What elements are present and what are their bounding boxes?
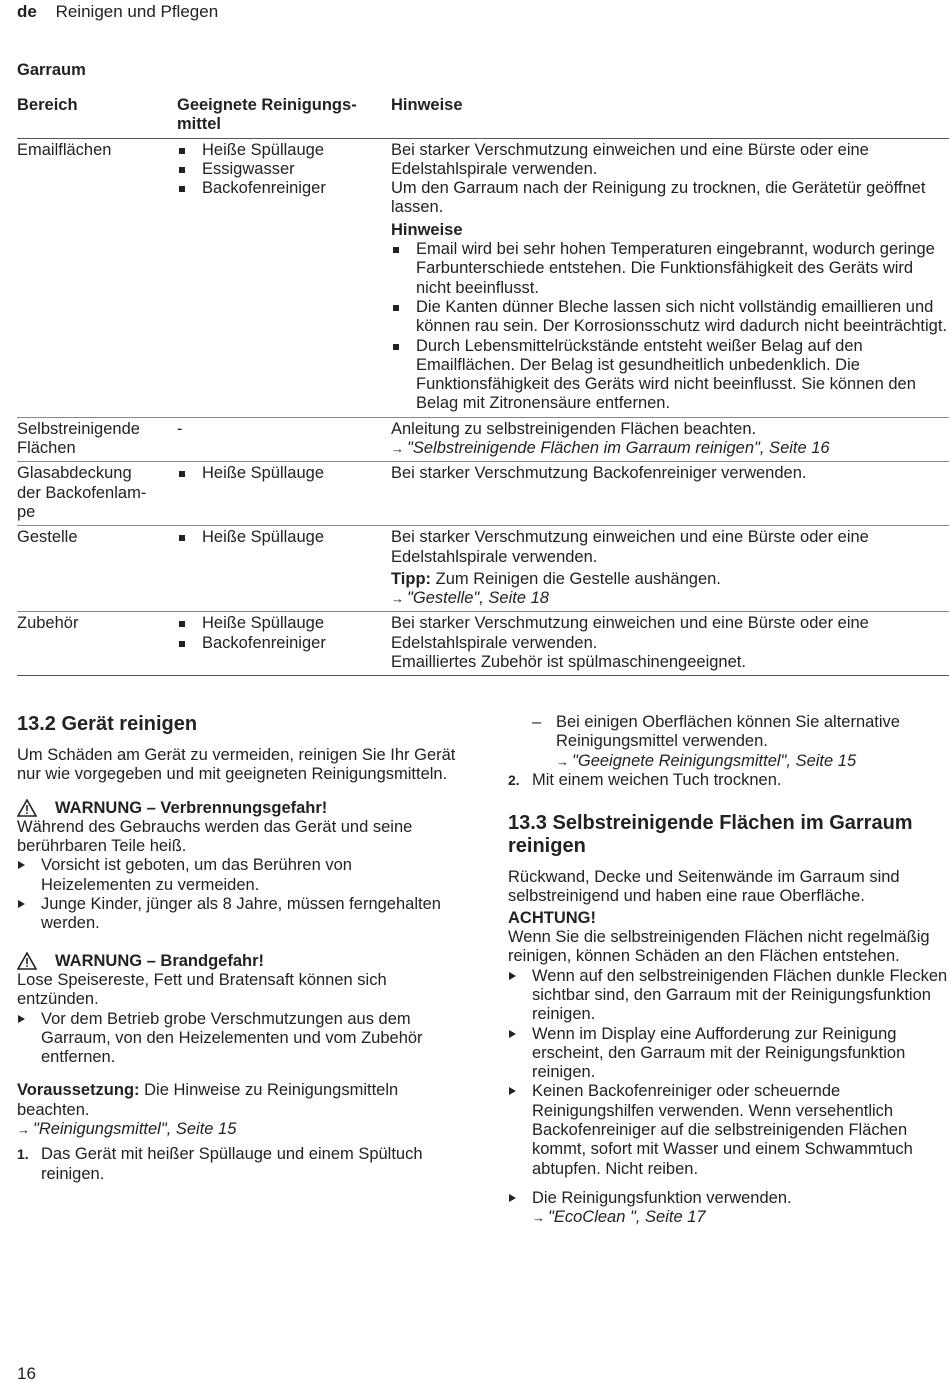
agent-item: Backofenreiniger [177,179,391,198]
agent-item: Essigwasser [177,160,391,179]
warning-action-item: Junge Kinder, jünger als 8 Jahre, müssen ferngehalten werden. [17,895,457,934]
link-text: "Geeignete Reinigungsmittel", Seite 15 [572,751,857,770]
link-text: "Selbstreinigende Flächen im Garraum reinigen", Seite 16 [407,439,830,458]
cross-reference-link[interactable] [17,1120,457,1139]
notes-cell [391,612,949,676]
cross-reference-link[interactable] [391,439,949,458]
step-number: 1. [17,1146,29,1163]
instruction-item: Wenn im Display eine Aufforderung zur Reinigung erscheint, den Garraum mit der Reinigungsfunktion reinigen. [508,1025,948,1083]
warning-action-item: Vorsicht ist geboten, um das Berühren von Heizelementen zu vermeiden. [17,856,457,895]
warning-text: Während des Gebrauchs werden das Gerät und seine berührbaren Teile heiß. [17,817,413,856]
sub-step-text: Bei einigen Oberflächen können Sie alternative Reinigungsmittel verwenden. [556,713,900,751]
area-cell: Glasabdeckung der Backofenlam- pe [17,462,177,526]
area-cell: Emailflächen [17,138,177,417]
arrow-right-icon: → [391,441,404,457]
attention-label: ACHTUNG! [508,908,596,927]
note-text: Emailliertes Zubehör ist spülmaschinengeeignet. [391,653,746,672]
prerequisite-label: Voraussetzung: [17,1081,140,1100]
tip [391,570,949,589]
table-row [17,462,949,526]
section-heading-13-3: 13.3 Selbstreinigende Flächen im Garraum reinigen [508,812,913,858]
agent-item: Heiße Spüllauge [177,614,391,633]
agent-item: Heiße Spüllauge [177,464,391,483]
warning-text: Lose Speisereste, Fett und Bratensaft können sich entzünden. [17,970,387,1009]
instruction-item: Keinen Backofenreiniger oder scheuernde Reinigungshilfen verwenden. Wenn versehentlich Backofenreiniger auf die selbstreinigenden Flächen kommt, sofort mit Wasser und einem Schwammtuch abtupfen. Nicht reiben. [508,1082,948,1178]
step-text: Mit einem weichen Tuch trocknen. [532,770,782,789]
right-column [508,713,948,1228]
instruction-item: Die Reinigungsfunktion verwenden. [508,1189,948,1208]
step-number: 2. [508,771,520,788]
tip-label: Tipp: [391,569,432,588]
hint-title: Hinweise [391,220,463,239]
warning-title: WARNUNG – Brandgefahr! [55,951,265,970]
warning-triangle-icon [17,952,37,970]
section-intro: Rückwand, Decke und Seitenwände im Garraum sind selbstreinigend und haben eine raue Oberfläche. [508,868,900,906]
cross-reference-link[interactable] [508,752,948,771]
table-header-row [17,94,949,138]
table-row [17,138,949,417]
link-text: "EcoClean ", Seite 17 [548,1208,706,1227]
agent-item: Heiße Spüllauge [177,141,391,160]
dash-marker: – [532,713,542,731]
area-cell: Gestelle [17,526,177,612]
note-text: Bei starker Verschmutzung Backofenreiniger verwenden. [391,464,807,483]
table-title: Garraum [17,61,86,79]
column-header-agents: Geeignete Reinigungs- mittel [177,94,391,138]
note-text: Bei starker Verschmutzung einweichen und eine Bürste oder eine Edelstahlspirale verwenden. [391,140,869,178]
language-code: de [17,2,37,21]
instruction-item: Wenn auf den selbstreinigenden Flächen dunkle Flecken sichtbar sind, den Garraum mit der Reinigungsfunktion reinigen. [508,967,948,1025]
agents-cell [177,612,391,676]
note-text: Bei starker Verschmutzung einweichen und eine Bürste oder eine Edelstahlspirale verwenden. [391,614,869,652]
arrow-right-icon: → [17,1122,30,1138]
warning-action-item: Vor dem Betrieb grobe Verschmutzungen aus dem Garraum, von den Heizelementen und vom Zubehör entfernen. [17,1010,457,1068]
step-item [508,771,948,790]
arrow-right-icon: → [532,1210,545,1226]
table-row [17,417,949,462]
agent-item: Heiße Spüllauge [177,528,391,547]
hint-item: Durch Lebensmittelrückstände entsteht weißer Belag auf den Emailflächen. Der Belag ist gesundheitlich unbedenklich. Die Funktionsfähigkeit des Geräts wird nicht beeinflusst. Sie können den Belag mit Zitronensäure entfernen. [391,337,949,414]
attention-text: Wenn Sie die selbstreinigenden Flächen nicht regelmäßig reinigen, können Schäden an den Flächen entstehen. [508,928,930,966]
area-cell: Zubehör [17,612,177,676]
hint-item: Die Kanten dünner Bleche lassen sich nicht vollständig emaillieren und können rau sein. Der Korrosionsschutz wird dadurch nicht beeinträchtigt. [391,298,949,337]
warning-triangle-icon [17,799,37,817]
prerequisite [17,1081,457,1120]
note-text: Bei starker Verschmutzung einweichen und eine Bürste oder eine Edelstahlspirale verwenden. [391,528,869,566]
agent-item: Backofenreiniger [177,634,391,653]
link-text: "Reinigungsmittel", Seite 15 [33,1120,237,1139]
tip-text: Zum Reinigen die Gestelle aushängen. [435,569,721,588]
cross-reference-link[interactable] [391,589,949,608]
warning-title: WARNUNG – Verbrennungsgefahr! [55,798,328,817]
page-header [17,2,218,22]
agents-cell [177,138,391,417]
notes-cell [391,417,949,462]
notes-cell [391,462,949,526]
warning-burn [17,799,457,818]
agents-cell [177,462,391,526]
table-row [17,526,949,612]
step-text: Das Gerät mit heißer Spüllauge und einem Spültuch reinigen. [41,1145,423,1183]
arrow-right-icon: → [391,591,404,607]
section-name: Reinigen und Pflegen [55,2,219,21]
notes-cell [391,138,949,417]
prerequisite-text: Die Hinweise zu Reinigungsmitteln beachten. [17,1081,399,1119]
table-row [17,612,949,676]
section-intro: Um Schäden am Gerät zu vermeiden, reinigen Sie Ihr Gerät nur wie vorgegeben und mit geeigneten Reinigungsmitteln. [17,746,456,784]
left-column [17,711,457,1184]
warning-fire [17,952,457,971]
note-text: Anleitung zu selbstreinigenden Flächen beachten. [391,419,757,438]
agents-cell: - [177,417,391,462]
page-number: 16 [17,1364,36,1383]
section-heading-13-2: 13.2 Gerät reinigen [17,713,198,735]
area-cell: Selbstreinigende Flächen [17,417,177,462]
step-item [17,1145,457,1184]
cleaning-table [17,94,949,676]
hint-item: Email wird bei sehr hohen Temperaturen eingebrannt, wodurch geringe Farbunterschiede entstehen. Die Funktionsfähigkeit des Geräts wird nicht beeinflusst. [391,240,949,298]
column-header-area: Bereich [17,94,177,138]
arrow-right-icon: → [556,753,569,769]
cross-reference-link[interactable] [508,1208,948,1227]
agents-cell [177,526,391,612]
note-text: Um den Garraum nach der Reinigung zu trocknen, die Gerätetür geöffnet lassen. [391,179,926,217]
notes-cell [391,526,949,612]
column-header-notes: Hinweise [391,94,949,138]
link-text: "Gestelle", Seite 18 [407,589,549,608]
sub-step-item [508,713,948,752]
